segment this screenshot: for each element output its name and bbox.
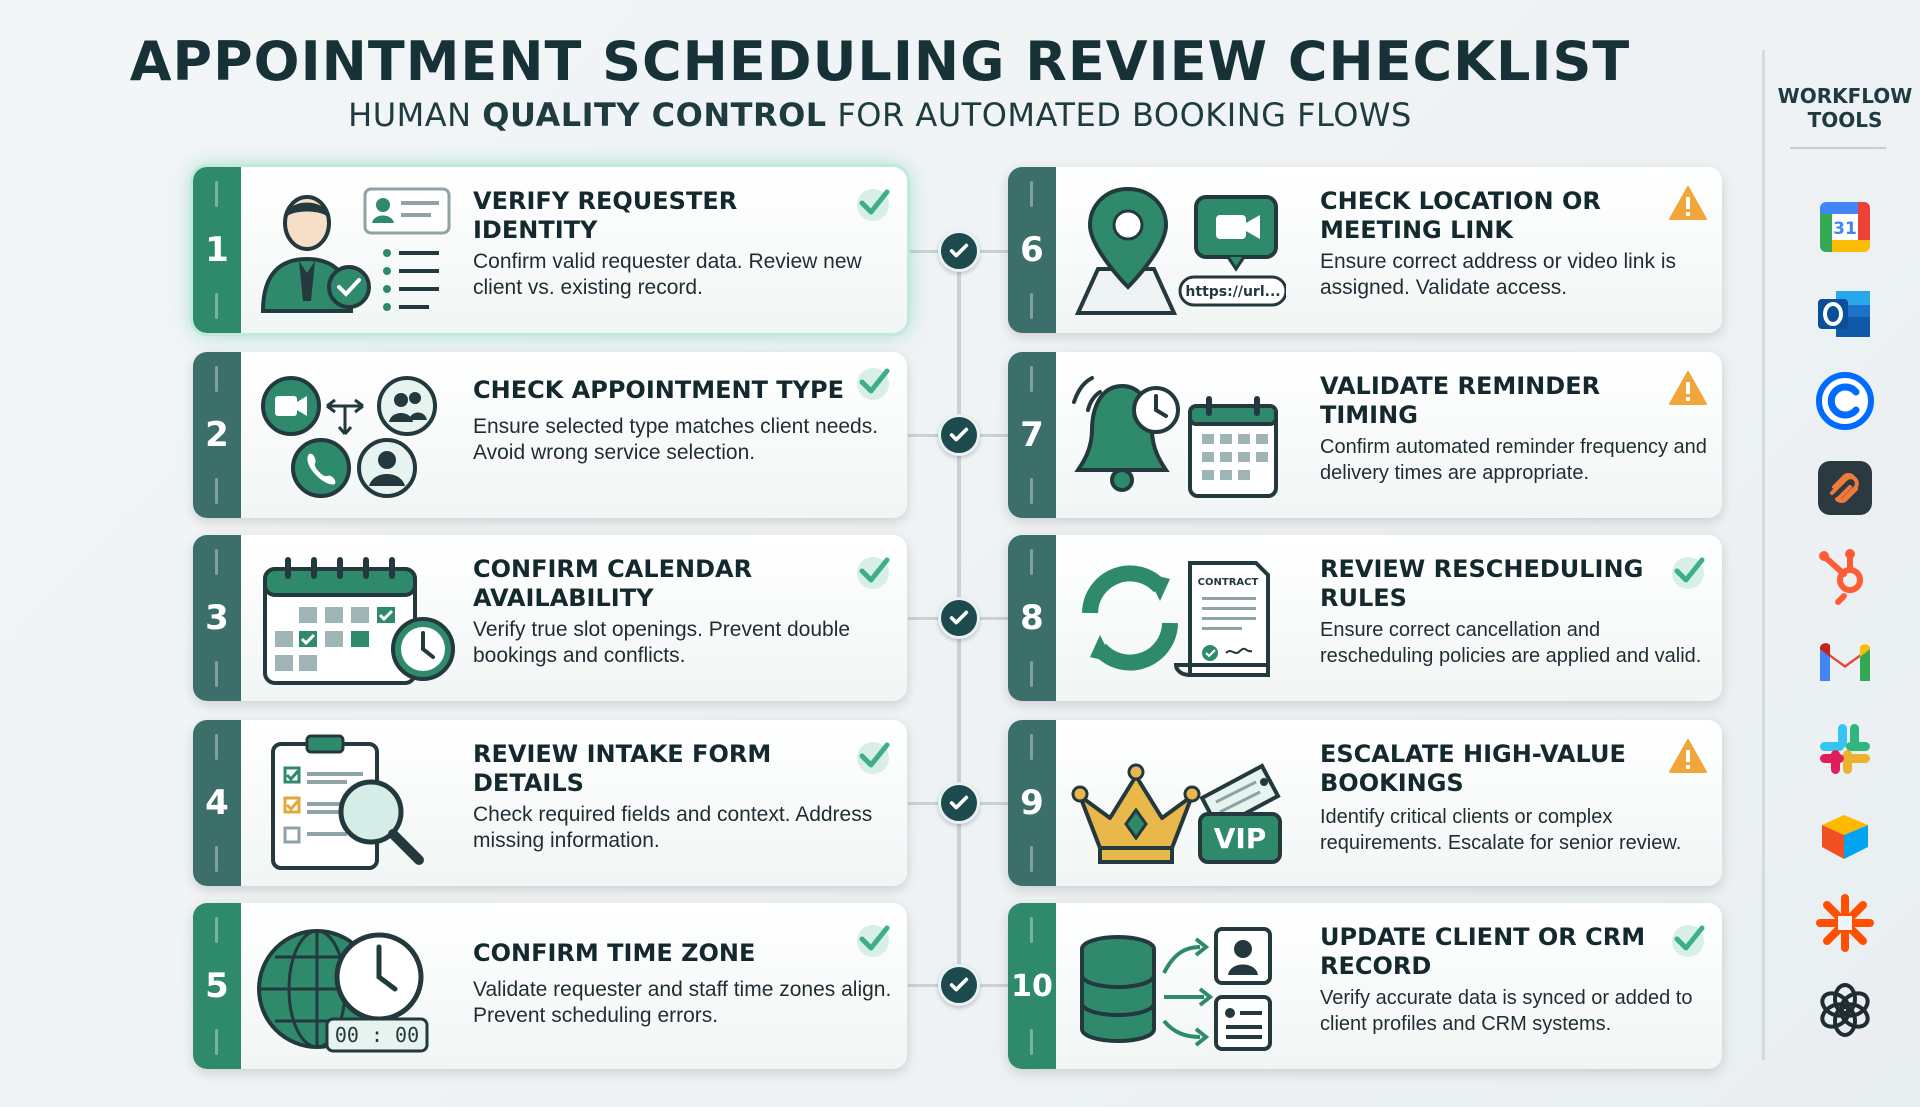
step-number: 2 [193, 352, 241, 518]
location-link-icon [1070, 181, 1286, 319]
timeline-check-icon [938, 230, 980, 272]
warning-icon [1668, 736, 1708, 776]
warning-icon [1668, 368, 1708, 408]
card-description: Ensure correct address or video link is assigned. Validate access. [1320, 250, 1676, 299]
checklist-card-8[interactable] [1008, 535, 1722, 701]
checklist-card-2[interactable] [193, 352, 907, 518]
card-description: Check required fields and context. Address missing information. [473, 803, 873, 852]
check-icon [1668, 551, 1708, 591]
timeline-check-icon [938, 597, 980, 639]
vip-crown-icon [1070, 734, 1286, 872]
checklist-card-7[interactable] [1008, 352, 1722, 518]
squarespace-icon[interactable] [1814, 457, 1876, 519]
checklist-card-5[interactable] [193, 903, 907, 1069]
step-number: 8 [1008, 535, 1056, 701]
card-title: REVIEW INTAKE FORM DETAILS [473, 740, 772, 797]
page-subtitle: HUMAN QUALITY CONTROL FOR AUTOMATED BOOKING FLOWS [348, 96, 1412, 134]
checklist-card-9[interactable] [1008, 720, 1722, 886]
zapier-icon[interactable] [1814, 892, 1876, 954]
reminder-bell-icon [1070, 366, 1286, 504]
checklist-card-1[interactable] [193, 167, 907, 333]
card-description: Confirm valid requester data. Review new client vs. existing record. [473, 250, 862, 299]
hubspot-icon[interactable] [1814, 544, 1876, 606]
step-number: 9 [1008, 720, 1056, 886]
step-number: 5 [193, 903, 241, 1069]
check-icon [1668, 919, 1708, 959]
sidebar-title: WORKFLOW TOOLS [1777, 84, 1913, 132]
card-title: VALIDATE REMINDER TIMING [1320, 372, 1601, 429]
timeline-check-icon [938, 964, 980, 1006]
card-description: Verify accurate data is synced or added to client profiles and CRM systems. [1320, 987, 1693, 1035]
gmail-icon[interactable] [1814, 631, 1876, 693]
check-icon [853, 736, 893, 776]
card-title: CHECK LOCATION OR MEETING LINK [1320, 187, 1601, 244]
timeline-check-icon [938, 414, 980, 456]
svg-text:31: 31 [1833, 219, 1857, 239]
card-description: Identify critical clients or complex requirements. Escalate for senior review. [1320, 806, 1682, 854]
check-icon [853, 919, 893, 959]
sidebar-title-underline [1790, 147, 1886, 149]
outlook-icon[interactable] [1814, 283, 1876, 345]
crm-sync-icon [1070, 917, 1286, 1055]
calendly-icon[interactable] [1814, 370, 1876, 432]
step-number: 1 [193, 167, 241, 333]
step-number: 6 [1008, 167, 1056, 333]
svg-text:00 : 00: 00 : 00 [334, 1023, 420, 1047]
slack-icon[interactable] [1814, 718, 1876, 780]
calendar-availability-icon [255, 549, 471, 687]
card-title: CHECK APPOINTMENT TYPE [473, 376, 845, 404]
card-title: UPDATE CLIENT OR CRM RECORD [1320, 923, 1646, 980]
check-icon [853, 183, 893, 223]
check-icon [853, 362, 893, 402]
card-description: Confirm automated reminder frequency and delivery times are appropriate. [1320, 436, 1707, 484]
rescheduling-icon [1070, 549, 1286, 687]
intake-form-icon [255, 734, 471, 872]
card-description: Ensure correct cancellation and rescheduling policies are applied and valid. [1320, 619, 1702, 667]
warning-icon [1668, 183, 1708, 223]
check-icon [853, 551, 893, 591]
card-title: ESCALATE HIGH-VALUE BOOKINGS [1320, 740, 1626, 797]
card-description: Validate requester and staff time zones align. Prevent scheduling errors. [473, 978, 892, 1027]
identity-icon [255, 181, 471, 319]
time-zone-icon [255, 917, 471, 1055]
step-number: 4 [193, 720, 241, 886]
card-title: VERIFY REQUESTER IDENTITY [473, 187, 738, 244]
card-title: CONFIRM TIME ZONE [473, 939, 756, 967]
step-number: 7 [1008, 352, 1056, 518]
timeline-check-icon [938, 782, 980, 824]
svg-text:https://url...: https://url... [1185, 284, 1281, 300]
openai-icon[interactable] [1814, 979, 1876, 1041]
svg-text:CONTRACT: CONTRACT [1197, 577, 1259, 588]
checklist-card-3[interactable] [193, 535, 907, 701]
appointment-type-icon [255, 366, 471, 504]
card-title: REVIEW RESCHEDULING RULES [1320, 555, 1644, 612]
google-calendar-icon[interactable] [1814, 196, 1876, 258]
card-description: Verify true slot openings. Prevent double bookings and conflicts. [473, 618, 851, 667]
checklist-card-4[interactable] [193, 720, 907, 886]
page-title: APPOINTMENT SCHEDULING REVIEW CHECKLIST [129, 30, 1631, 93]
microsoft-bookings-icon[interactable] [1814, 805, 1876, 867]
step-number: 3 [193, 535, 241, 701]
checklist-card-10[interactable] [1008, 903, 1722, 1069]
sidebar-divider [1762, 50, 1765, 1060]
step-number: 10 [1008, 903, 1056, 1069]
card-title: CONFIRM CALENDAR AVAILABILITY [473, 555, 753, 612]
card-description: Ensure selected type matches client needs. Avoid wrong service selection. [473, 415, 879, 464]
svg-text:VIP: VIP [1213, 822, 1267, 855]
checklist-card-6[interactable] [1008, 167, 1722, 333]
